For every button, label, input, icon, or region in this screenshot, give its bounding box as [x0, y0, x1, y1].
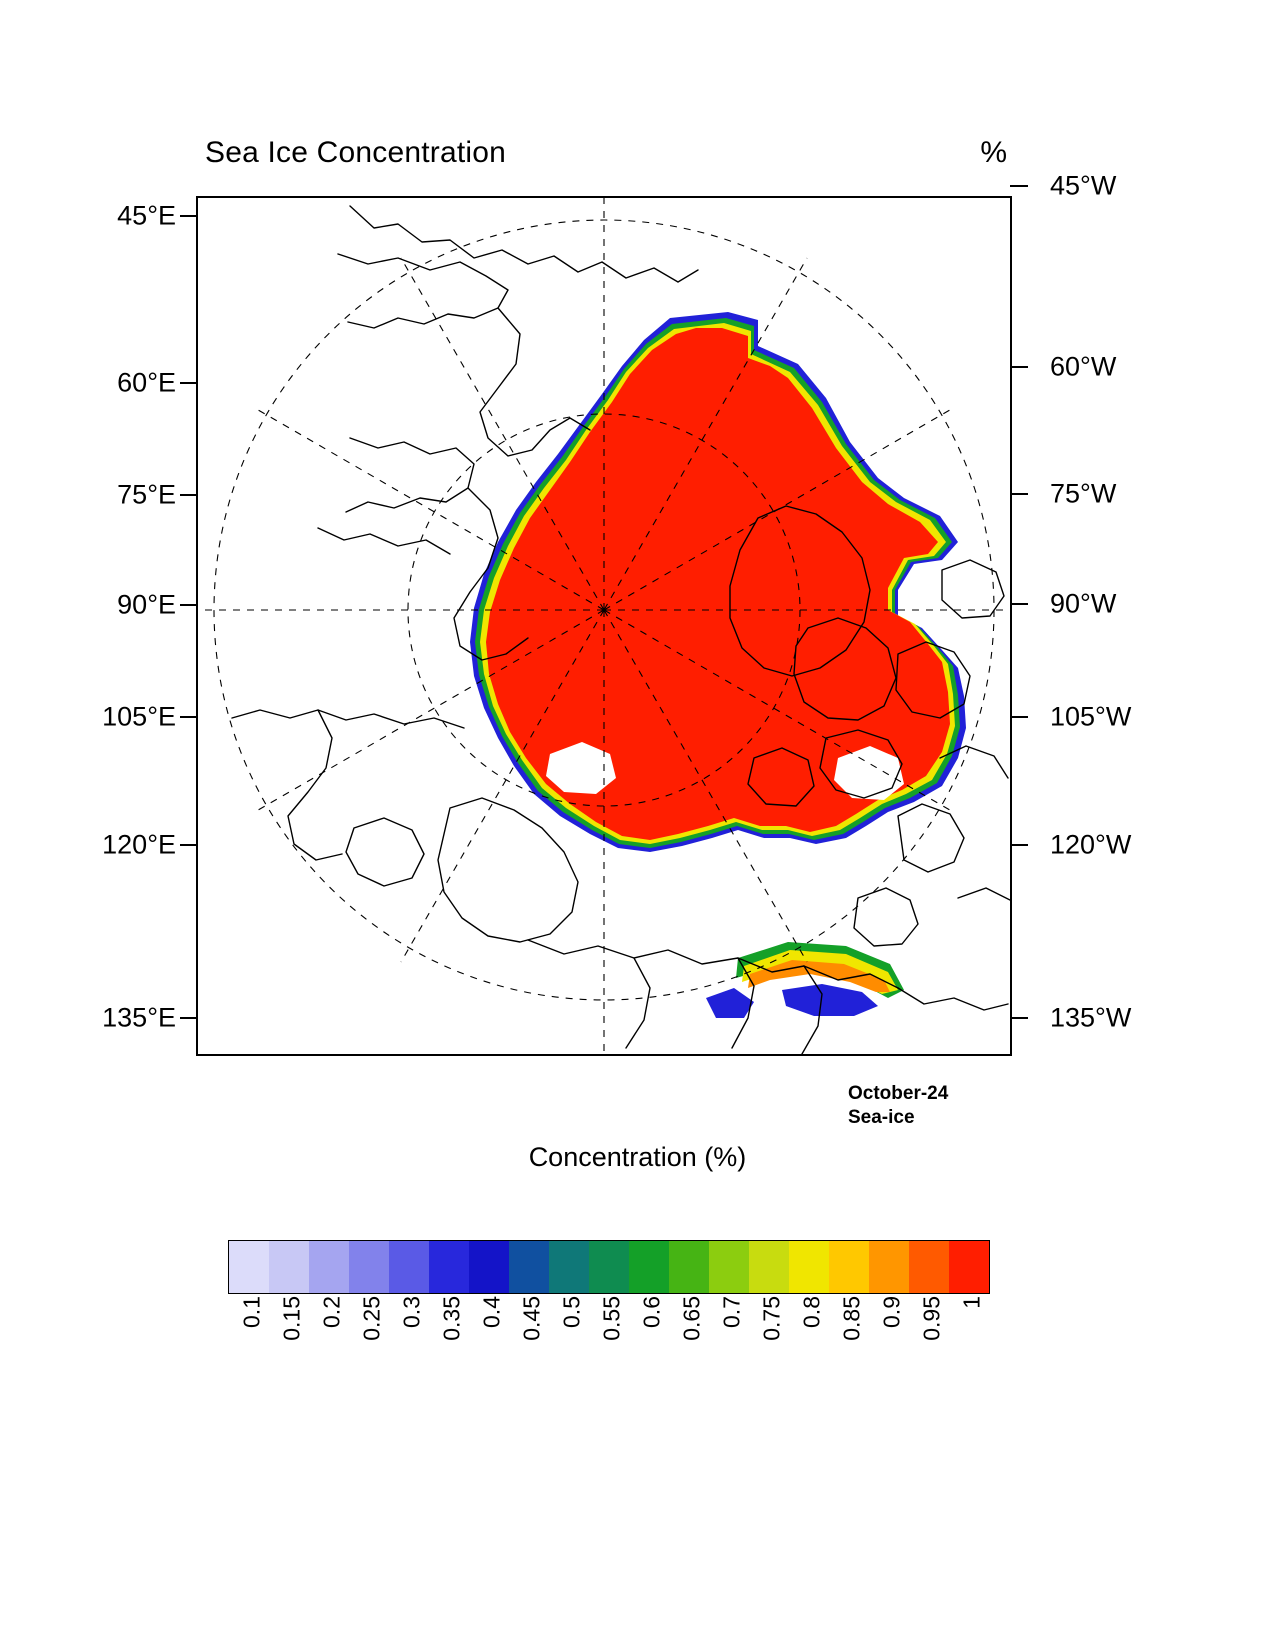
axis-tick-left-2 — [180, 494, 198, 496]
axis-tick-left-3 — [180, 604, 198, 606]
axis-tick-right-3 — [1010, 603, 1028, 605]
axis-tick-left-1 — [180, 382, 198, 384]
axis-label-right-1: 60°W — [1050, 351, 1117, 382]
colorbar-tick-14: 0.8 — [798, 1296, 825, 1328]
axis-tick-left-4 — [180, 716, 198, 718]
colorbar-swatch-9 — [589, 1241, 629, 1293]
axis-tick-right-0 — [1010, 185, 1028, 187]
colorbar-swatch-1 — [269, 1241, 309, 1293]
colorbar-tick-labels — [228, 1296, 988, 1386]
axis-label-right-4: 105°W — [1050, 701, 1132, 732]
axis-label-left-6: 135°E — [102, 1002, 176, 1033]
colorbar-tick-6: 0.4 — [478, 1296, 505, 1328]
colorbar-tick-18: 1 — [958, 1296, 985, 1309]
colorbar — [228, 1240, 990, 1294]
colorbar-tick-0: 0.1 — [238, 1296, 265, 1328]
colorbar-swatch-12 — [709, 1241, 749, 1293]
colorbar-swatch-11 — [669, 1241, 709, 1293]
ice-edge-blue-patch2 — [706, 988, 754, 1018]
colorbar-swatch-8 — [549, 1241, 589, 1293]
colorbar-swatch-16 — [869, 1241, 909, 1293]
colorbar-swatch-15 — [829, 1241, 869, 1293]
colorbar-swatch-6 — [469, 1241, 509, 1293]
stamp-date: October-24 — [848, 1083, 949, 1104]
axis-tick-right-5 — [1010, 844, 1028, 846]
axis-label-right-2: 75°W — [1050, 478, 1117, 509]
colorbar-tick-1: 0.15 — [278, 1296, 305, 1341]
colorbar-tick-5: 0.35 — [438, 1296, 465, 1341]
map-svg — [198, 198, 1010, 1054]
colorbar-tick-10: 0.6 — [638, 1296, 665, 1328]
colorbar-swatch-18 — [949, 1241, 989, 1293]
axis-tick-right-6 — [1010, 1017, 1028, 1019]
colorbar-tick-9: 0.55 — [598, 1296, 625, 1341]
axis-label-left-4: 105°E — [102, 701, 176, 732]
colorbar-swatch-0 — [229, 1241, 269, 1293]
colorbar-swatch-2 — [309, 1241, 349, 1293]
colorbar-swatch-14 — [789, 1241, 829, 1293]
axis-label-left-5: 120°E — [102, 829, 176, 860]
colorbar-tick-17: 0.95 — [918, 1296, 945, 1341]
unit-label: % — [980, 136, 1007, 169]
page-title: Sea Ice Concentration — [205, 136, 507, 169]
axis-label-right-3: 90°W — [1050, 588, 1117, 619]
colorbar-tick-7: 0.45 — [518, 1296, 545, 1341]
colorbar-tick-11: 0.65 — [678, 1296, 705, 1341]
colorbar-swatch-7 — [509, 1241, 549, 1293]
axis-tick-right-1 — [1010, 366, 1028, 368]
figure-stamp — [848, 1082, 948, 1131]
colorbar-swatch-4 — [389, 1241, 429, 1293]
axis-label-left-0: 45°E — [117, 200, 176, 231]
colorbar-title: Concentration (%) — [528, 1142, 747, 1172]
colorbar-tick-12: 0.7 — [718, 1296, 745, 1328]
axis-tick-right-4 — [1010, 716, 1028, 718]
colorbar-tick-3: 0.25 — [358, 1296, 385, 1341]
map-panel — [196, 196, 1012, 1056]
axis-label-left-1: 60°E — [117, 367, 176, 398]
colorbar-swatch-3 — [349, 1241, 389, 1293]
sea-ice-field — [470, 312, 966, 1054]
axis-tick-left-5 — [180, 844, 198, 846]
axis-label-right-5: 120°W — [1050, 829, 1132, 860]
axis-label-right-0: 45°W — [1050, 170, 1117, 201]
axis-label-right-6: 135°W — [1050, 1002, 1132, 1033]
colorbar-tick-4: 0.3 — [398, 1296, 425, 1328]
colorbar-swatch-5 — [429, 1241, 469, 1293]
colorbar-tick-13: 0.75 — [758, 1296, 785, 1341]
axis-tick-right-2 — [1010, 493, 1028, 495]
axis-tick-left-6 — [180, 1017, 198, 1019]
colorbar-tick-8: 0.5 — [558, 1296, 585, 1328]
colorbar-swatch-13 — [749, 1241, 789, 1293]
colorbar-swatch-10 — [629, 1241, 669, 1293]
stamp-variable: Sea-ice — [848, 1107, 915, 1129]
axis-label-left-3: 90°E — [117, 589, 176, 620]
axis-tick-left-0 — [180, 215, 198, 217]
axis-label-left-2: 75°E — [117, 479, 176, 510]
colorbar-swatch-17 — [909, 1241, 949, 1293]
colorbar-tick-16: 0.9 — [878, 1296, 905, 1328]
colorbar-tick-2: 0.2 — [318, 1296, 345, 1328]
colorbar-tick-15: 0.85 — [838, 1296, 865, 1341]
